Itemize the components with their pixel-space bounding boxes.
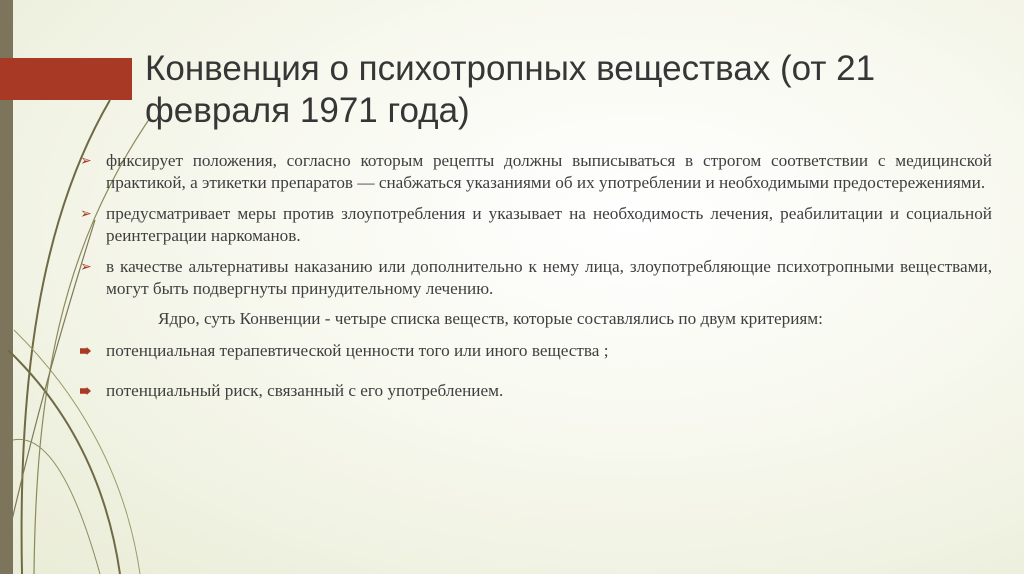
criteria-item	[80, 380, 992, 402]
arrow-bullet-icon	[80, 387, 91, 395]
criteria-text: потенциальный риск, связанный с его употреблением.	[106, 381, 504, 400]
core-statement: Ядро, суть Конвенции - четыре списка веществ, которые составлялись по двум критериям:	[158, 309, 823, 328]
slide-title: Конвенция о психотропных веществах (от 21 февраля 1971 года)	[145, 49, 876, 130]
arrow-bullet-icon: ➢	[80, 259, 92, 275]
bullet-item	[80, 256, 992, 300]
criteria-text: потенциальная терапевтической ценности того или иного вещества ;	[106, 341, 609, 360]
bullet-item	[80, 203, 992, 247]
bullet-text: предусматривает меры против злоупотребления и указывает на необходимость лечения, реабилитации и социальной реинтеграции наркоманов.	[106, 204, 992, 245]
criteria-item	[80, 340, 992, 362]
bullet-item	[80, 150, 992, 194]
arrow-bullet-icon: ➢	[80, 206, 92, 222]
content-area	[80, 150, 992, 402]
bullet-text: фиксирует положения, согласно которым рецепты должны выписываться в строгом соответствии с медицинской практикой, а этикетки препаратов — снабжаться указаниями об их употреблении и необходимыми предостережениями.	[106, 151, 992, 192]
bullet-text: в качестве альтернативы наказанию или дополнительно к нему лица, злоупотребляющие психотропными веществами, могут быть подвергнуты принудительному лечению.	[106, 257, 992, 298]
arrow-bullet-icon: ➢	[80, 153, 92, 169]
arrow-bullet-icon	[80, 347, 91, 355]
